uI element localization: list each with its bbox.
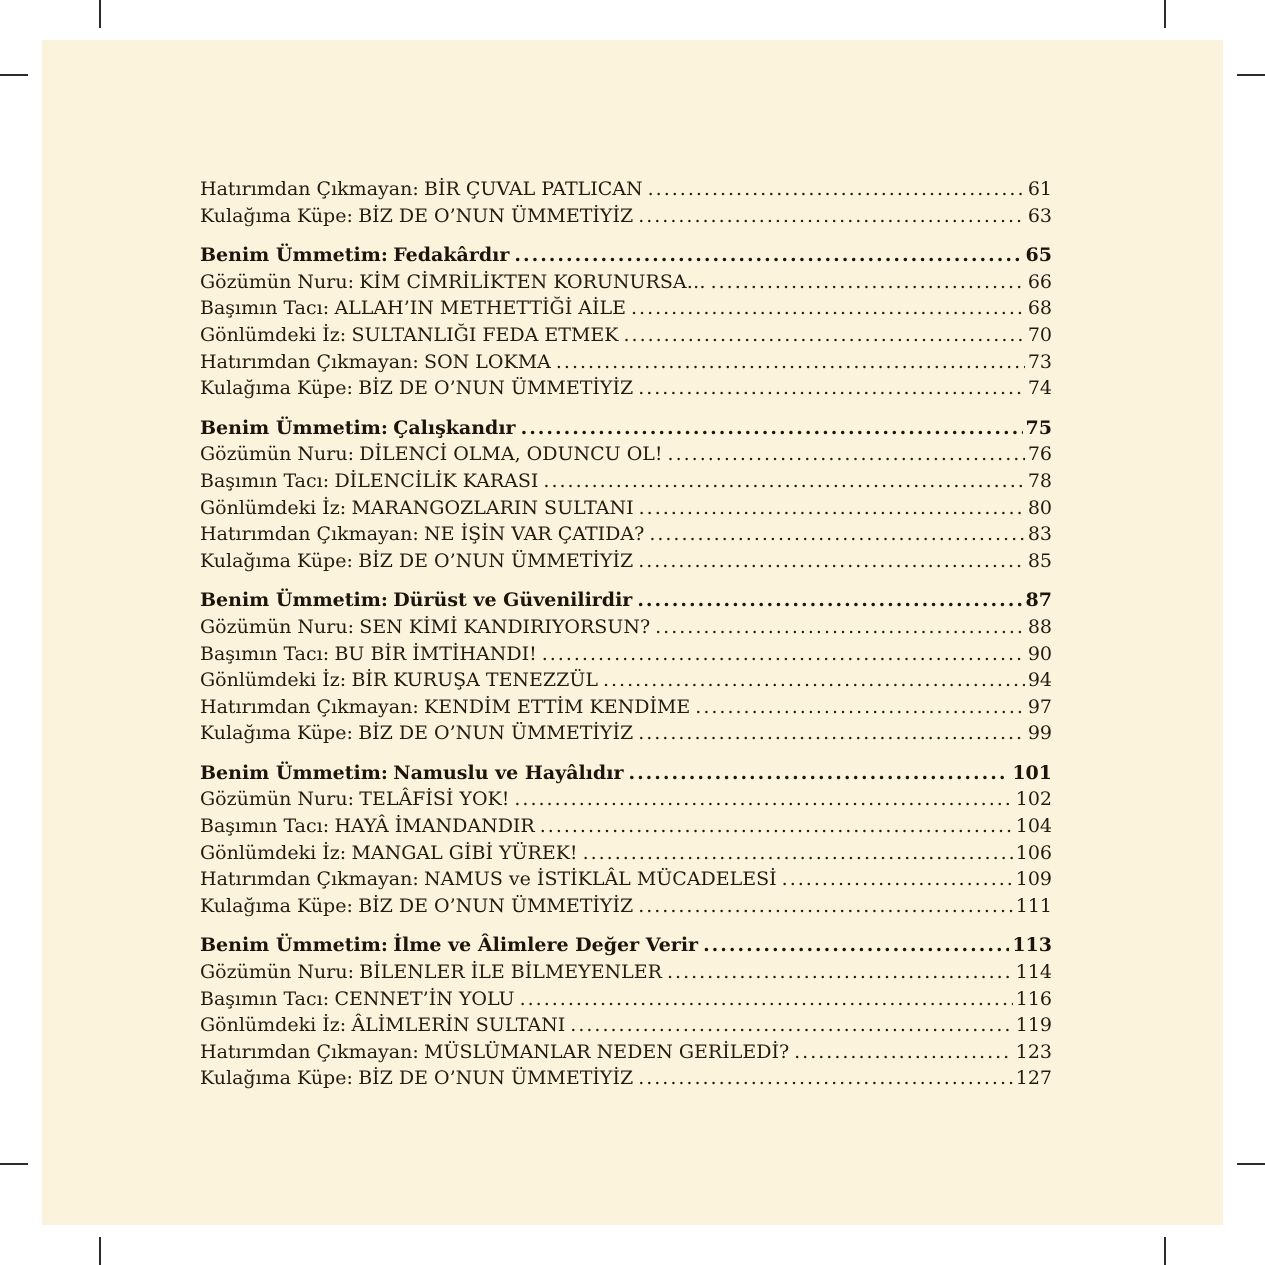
toc-entry-label: Hatırımdan Çıkmayan: [200, 350, 419, 373]
crop-mark-top-left-vertical [99, 0, 101, 28]
toc-dot-leader [543, 468, 1024, 495]
toc-entry-label: Kulağıma Küpe: [200, 377, 353, 400]
toc-entry-text [200, 1039, 789, 1066]
toc-entry-label: Benim Ümmetim: [200, 416, 388, 439]
toc-page-number: 101 [1012, 761, 1052, 784]
toc-entry-text [200, 521, 644, 548]
toc-dot-leader [639, 495, 1025, 522]
toc-row [200, 866, 1052, 893]
toc-entry-label: Hatırımdan Çıkmayan: [200, 695, 419, 718]
toc-entry-label: Benim Ümmetim: [200, 934, 388, 957]
toc-page-number: 94 [1027, 669, 1052, 692]
toc-entry-label: Gönlümdeki İz: [200, 1014, 347, 1037]
toc-entry-title: ÂLİMLERİN SULTANI [351, 1014, 566, 1037]
toc-row [200, 548, 1052, 575]
toc-dot-leader [655, 614, 1025, 641]
toc-row [200, 720, 1052, 747]
toc-dot-leader [667, 959, 1013, 986]
toc-page-number: 78 [1027, 469, 1052, 492]
toc-row [200, 349, 1052, 376]
toc-entry-title: MÜSLÜMANLAR NEDEN GERİLEDİ? [424, 1040, 790, 1063]
toc-entry-label: Hatırımdan Çıkmayan: [200, 523, 419, 546]
toc-entry-text [200, 614, 650, 641]
toc-page-number: 99 [1027, 722, 1052, 745]
toc-row [200, 1065, 1052, 1092]
toc-row [200, 295, 1052, 322]
toc-dot-leader [638, 720, 1025, 747]
toc-row [200, 441, 1052, 468]
toc-page-number: 106 [1015, 841, 1052, 864]
toc-entry-title: BİZ DE O’NUN ÜMMETİYİZ [358, 549, 634, 572]
toc-entry-label: Gönlümdeki İz: [200, 841, 347, 864]
toc-dot-leader [648, 176, 1025, 203]
toc-dot-leader [540, 813, 1013, 840]
toc-dot-leader [649, 521, 1025, 548]
toc-entry-text [200, 295, 626, 322]
toc-dot-leader [668, 441, 1025, 468]
toc-dot-leader [638, 203, 1025, 230]
toc-entry-title: İlme ve Âlimlere Değer Verir [393, 934, 699, 957]
crop-mark-bottom-left-vertical [99, 1237, 101, 1265]
toc-entry-title: DİLENCİ OLMA, ODUNCU OL! [359, 443, 663, 466]
toc-row [200, 641, 1052, 668]
toc-row [200, 893, 1052, 920]
toc-page-number: 88 [1027, 615, 1052, 638]
toc-page-number: 116 [1015, 987, 1052, 1010]
toc-page-number: 76 [1027, 443, 1052, 466]
toc-entry-label: Başımın Tacı: [200, 469, 330, 492]
toc-row [200, 495, 1052, 522]
toc-entry-label: Kulağıma Küpe: [200, 549, 353, 572]
toc-page-number: 123 [1015, 1040, 1052, 1063]
toc-row [200, 587, 1052, 614]
toc-row [200, 932, 1052, 959]
toc-dot-leader [638, 893, 1013, 920]
crop-mark-bottom-right-vertical [1164, 1237, 1166, 1265]
crop-mark-top-left-horizontal [0, 74, 28, 76]
toc-entry-title: SULTANLIĞI FEDA ETMEK [351, 323, 619, 346]
toc-entry-text [200, 415, 516, 442]
toc-entry-label: Gönlümdeki İz: [200, 323, 347, 346]
toc-dot-leader [583, 840, 1013, 867]
toc-page-number: 119 [1015, 1014, 1052, 1037]
toc-entry-label: Benim Ümmetim: [200, 589, 388, 612]
toc-row [200, 986, 1052, 1013]
toc-entry-title: BİZ DE O’NUN ÜMMETİYİZ [358, 204, 634, 227]
toc-entry-text [200, 959, 662, 986]
toc-entry-label: Gözümün Nuru: [200, 615, 354, 638]
toc-entry-title: NE İŞİN VAR ÇATIDA? [424, 523, 645, 546]
toc-entry-label: Benim Ümmetim: [200, 761, 388, 784]
toc-entry-text [200, 840, 578, 867]
toc-entry-label: Gönlümdeki İz: [200, 496, 347, 519]
toc-row [200, 203, 1052, 230]
toc-dot-leader [521, 415, 1023, 442]
toc-entry-title: SON LOKMA [424, 350, 551, 373]
toc-dot-leader [603, 667, 1025, 694]
book-page-sheet [42, 40, 1223, 1225]
toc-entry-title: KENDİM ETTİM KENDİME [424, 695, 691, 718]
toc-row [200, 959, 1052, 986]
toc-entry-label: Gözümün Nuru: [200, 961, 354, 984]
toc-entry-title: BİZ DE O’NUN ÜMMETİYİZ [358, 1067, 634, 1090]
toc-dot-leader [556, 349, 1025, 376]
toc-page-number: 63 [1027, 204, 1052, 227]
toc-page-number: 74 [1027, 377, 1052, 400]
toc-dot-leader [638, 375, 1025, 402]
toc-dot-leader [628, 760, 1009, 787]
toc-entry-label: Kulağıma Küpe: [200, 204, 353, 227]
crop-mark-top-right-horizontal [1237, 74, 1265, 76]
toc-dot-leader [514, 786, 1012, 813]
toc-entry-label: Hatırımdan Çıkmayan: [200, 868, 419, 891]
toc-dot-leader [637, 587, 1022, 614]
toc-entry-text [200, 176, 643, 203]
toc-entry-title: Çalışkandır [393, 416, 516, 439]
toc-entry-text [200, 1012, 565, 1039]
toc-row [200, 760, 1052, 787]
toc-entry-text [200, 760, 623, 787]
toc-entry-label: Benim Ümmetim: [200, 244, 388, 267]
toc-row [200, 375, 1052, 402]
toc-entry-text [200, 720, 633, 747]
toc-entry-title: SEN KİMİ KANDIRIYORSUN? [359, 615, 651, 638]
toc-entry-text [200, 667, 598, 694]
table-of-contents [200, 176, 1052, 1092]
toc-dot-leader [514, 242, 1022, 269]
toc-page-number: 65 [1025, 244, 1052, 267]
toc-row [200, 415, 1052, 442]
toc-row [200, 667, 1052, 694]
toc-page-number: 102 [1015, 788, 1052, 811]
toc-row [200, 269, 1052, 296]
toc-entry-title: Dürüst ve Güvenilirdir [393, 589, 633, 612]
toc-dot-leader [570, 1012, 1012, 1039]
toc-row [200, 1012, 1052, 1039]
toc-page-number: 68 [1027, 297, 1052, 320]
toc-entry-title: Fedakârdır [393, 244, 510, 267]
toc-entry-text [200, 641, 537, 668]
toc-dot-leader [638, 1065, 1013, 1092]
toc-entry-text [200, 548, 633, 575]
toc-entry-title: Namuslu ve Hayâlıdır [393, 761, 624, 784]
toc-entry-title: NAMUS ve İSTİKLÂL MÜCADELESİ [424, 868, 777, 891]
toc-entry-text [200, 1065, 633, 1092]
toc-page-number: 70 [1027, 323, 1052, 346]
toc-entry-title: BİZ DE O’NUN ÜMMETİYİZ [358, 722, 634, 745]
toc-entry-title: BİLENLER İLE BİLMEYENLER [359, 961, 662, 984]
toc-page-number: 97 [1027, 695, 1052, 718]
toc-page-number: 80 [1027, 496, 1052, 519]
toc-entry-title: ALLAH’IN METHETTİĞİ AİLE [334, 297, 626, 320]
toc-entry-label: Kulağıma Küpe: [200, 894, 353, 917]
toc-entry-text [200, 932, 698, 959]
crop-mark-top-right-vertical [1164, 0, 1166, 28]
toc-entry-label: Hatırımdan Çıkmayan: [200, 178, 419, 200]
toc-page-number: 127 [1015, 1067, 1052, 1090]
toc-row [200, 1039, 1052, 1066]
toc-row [200, 813, 1052, 840]
toc-entry-title: BİR ÇUVAL PATLICAN [424, 178, 643, 200]
toc-entry-text [200, 242, 509, 269]
toc-entry-title: MARANGOZLARIN SULTANI [351, 496, 634, 519]
crop-mark-bottom-right-horizontal [1237, 1163, 1265, 1165]
toc-page-number: 87 [1025, 589, 1052, 612]
toc-dot-leader [711, 269, 1025, 296]
toc-entry-title: BİR KURUŞA TENEZZÜL [351, 669, 598, 692]
toc-entry-label: Hatırımdan Çıkmayan: [200, 1040, 419, 1063]
toc-dot-leader [782, 866, 1013, 893]
toc-page-number: 75 [1025, 416, 1052, 439]
toc-page-number: 113 [1012, 934, 1052, 957]
toc-entry-text [200, 786, 509, 813]
toc-entry-title: MANGAL GİBİ YÜREK! [351, 841, 578, 864]
toc-page-number: 73 [1027, 350, 1052, 373]
toc-entry-label: Gönlümdeki İz: [200, 669, 347, 692]
toc-entry-title: TELÂFİSİ YOK! [359, 788, 510, 811]
toc-entry-label: Gözümün Nuru: [200, 443, 354, 466]
toc-entry-title: BİZ DE O’NUN ÜMMETİYİZ [358, 894, 634, 917]
toc-row [200, 242, 1052, 269]
toc-page-number: 61 [1027, 178, 1052, 200]
toc-entry-text [200, 441, 663, 468]
toc-entry-label: Gözümün Nuru: [200, 788, 354, 811]
toc-entry-title: BİZ DE O’NUN ÜMMETİYİZ [358, 377, 634, 400]
toc-row [200, 322, 1052, 349]
toc-entry-label: Başımın Tacı: [200, 815, 330, 838]
toc-entry-text [200, 468, 538, 495]
toc-row [200, 840, 1052, 867]
toc-entry-label: Başımın Tacı: [200, 297, 330, 320]
toc-page-number: 85 [1027, 549, 1052, 572]
toc-entry-label: Gözümün Nuru: [200, 270, 354, 293]
toc-page-number: 90 [1027, 642, 1052, 665]
toc-dot-leader [631, 295, 1025, 322]
toc-entry-title: DİLENCİLİK KARASI [334, 469, 539, 492]
toc-entry-title: BU BİR İMTİHANDI! [334, 642, 537, 665]
crop-mark-bottom-left-horizontal [0, 1163, 28, 1165]
toc-page-number: 104 [1015, 815, 1052, 838]
toc-row [200, 614, 1052, 641]
toc-page-number: 66 [1027, 270, 1052, 293]
toc-entry-text [200, 495, 634, 522]
toc-page-number: 114 [1015, 961, 1052, 984]
toc-entry-text [200, 322, 618, 349]
toc-entry-title: KİM CİMRİLİKTEN KORUNURSA… [359, 270, 706, 293]
toc-entry-text [200, 587, 632, 614]
toc-row [200, 468, 1052, 495]
toc-entry-text [200, 893, 633, 920]
toc-entry-label: Kulağıma Küpe: [200, 722, 353, 745]
toc-entry-text [200, 813, 535, 840]
toc-entry-label: Başımın Tacı: [200, 642, 330, 665]
toc-page-number: 109 [1015, 868, 1052, 891]
toc-entry-text [200, 694, 690, 721]
toc-dot-leader [638, 548, 1025, 575]
toc-entry-label: Kulağıma Küpe: [200, 1067, 353, 1090]
toc-entry-label: Başımın Tacı: [200, 987, 330, 1010]
toc-row [200, 694, 1052, 721]
toc-dot-leader [520, 986, 1013, 1013]
toc-row [200, 521, 1052, 548]
toc-row [200, 786, 1052, 813]
toc-dot-leader [703, 932, 1009, 959]
toc-page-number: 83 [1027, 523, 1052, 546]
toc-dot-leader [623, 322, 1024, 349]
toc-entry-text [200, 375, 633, 402]
toc-dot-leader [695, 694, 1025, 721]
toc-dot-leader [794, 1039, 1013, 1066]
toc-dot-leader [542, 641, 1025, 668]
toc-entry-text [200, 986, 515, 1013]
toc-entry-title: HAYÂ İMANDANDIR [334, 815, 535, 838]
toc-row [200, 176, 1052, 203]
toc-entry-text [200, 866, 777, 893]
toc-page-number: 111 [1015, 894, 1052, 917]
toc-entry-text [200, 203, 633, 230]
toc-entry-text [200, 269, 706, 296]
toc-entry-text [200, 349, 551, 376]
toc-entry-title: CENNET’İN YOLU [334, 987, 515, 1010]
